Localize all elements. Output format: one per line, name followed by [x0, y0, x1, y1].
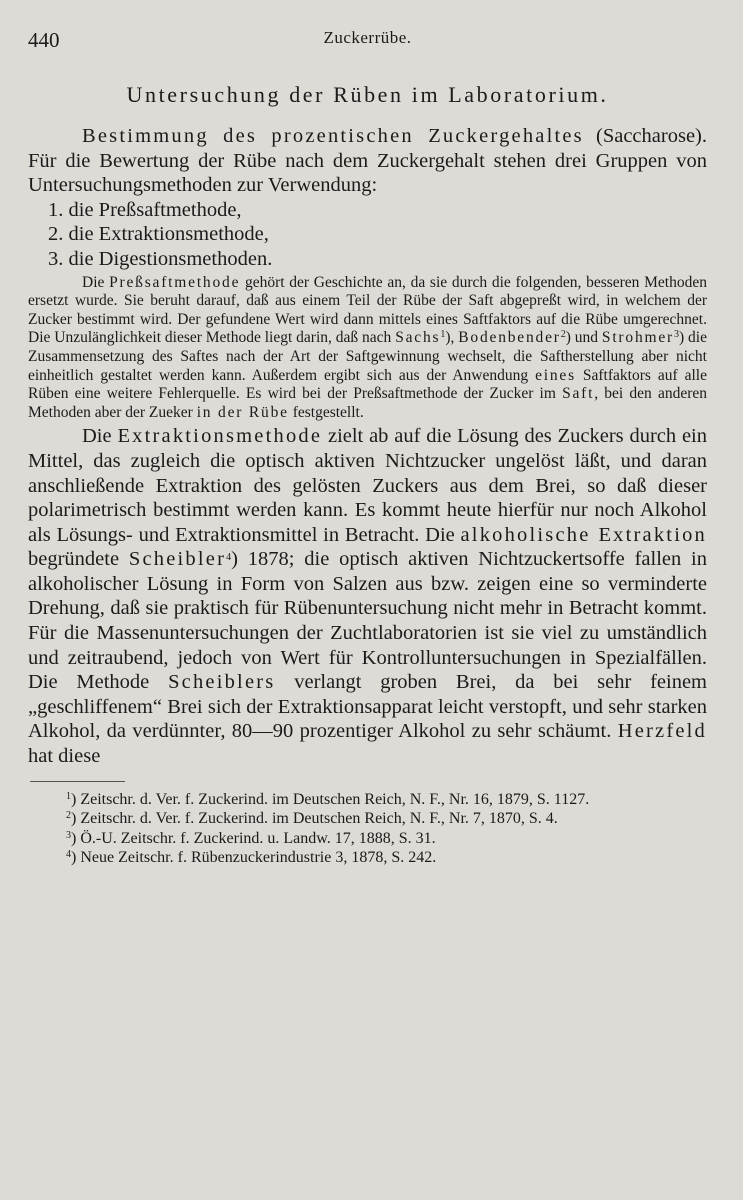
method-list — [28, 198, 707, 272]
page-header — [28, 28, 707, 58]
author-herzfeld: Herzfeld — [617, 720, 707, 743]
footnote-item: $^2$) Zeitschr. d. Ver. f. Zuckerind. im Deutschen Reich, N. F., Nr. 7, 1870, S. 4. — [66, 810, 558, 828]
footnote-ref: 4 — [226, 552, 232, 564]
page-number: 440 — [28, 28, 60, 52]
footnote-ref: 2 — [560, 329, 566, 341]
footnote-item: $^4$) Neue Zeitschr. f. Rübenzuckerindustrie 3, 1878, S. 242. — [66, 849, 437, 867]
footnotes — [28, 790, 707, 868]
footnote-ref: 3 — [674, 329, 679, 341]
footnote-ref: 1 — [440, 329, 446, 341]
running-head: Zuckerrübe. — [323, 28, 412, 47]
author-strohmer: Strohmer — [601, 329, 674, 347]
emph-saft: Saft — [562, 385, 595, 403]
intro-text: (Saccharose). Für die Bewertung der Rübe nach dem Zuckergehalt stehen drei Gruppen von Untersuchungsmethoden zur Verwendung: — [28, 125, 707, 197]
footnote-item: $^1$) Zeitschr. d. Ver. f. Zuckerind. im Deutschen Reich, N. F., Nr. 16, 1879, S. 1127. — [66, 790, 590, 808]
author-sachs: Sachs — [395, 329, 441, 347]
term-pressaftmethode: Preßsaftmethode — [109, 273, 241, 291]
author-bodenbender: Bodenbender — [458, 329, 561, 347]
author-scheibler: Scheibler — [128, 548, 227, 571]
extraktion-paragraph: Die Extraktionsmethode zielt ab auf die Lösung des Zuckers durch ein Mittel, das zugleich die optisch aktiven Nichtzucker ungelöst läßt, und daran anschließende Extraktion des gelösten Zuckers aus dem Brei, so daß dieser polarimetrisch bestimmt werden kann. Es kommt heute hierfür nur noch Alkohol als Lösungs- und Extraktionsmittel in Betracht. Die alkoholische Extraktion begründete Scheibler$^4$) 1878; die optisch aktiven Nichtzuckertsoffe fallen in alkoholischer Lösung in Form von Salzen aus bzw. zeigen eine so verminderte Drehung, daß sie praktisch für Rübenuntersuchung nicht mehr in Betracht kommt. Für die Massenuntersuchungen der Zuchtlaboratorien ist sie viel zu umständlich und zeitraubend, jedoch von Wert für Kontrolluntersuchungen in Spezialfällen. Die Methode Scheiblers verlangt groben Brei, da bei sehr feinem „geschliffenem“ Brei sich der Extraktionsapparat leicht verstopft, und sehr starken Alkohol, da verdünnter, 80—90 prozentiger Alkohol zu sehr schäumt. Herzfeld hat diese — [28, 425, 707, 768]
term-alkoholische-extraktion: alkoholische Extraktion — [460, 523, 707, 546]
author-scheiblers: Scheiblers — [168, 671, 276, 694]
method-item: 3. die Digestionsmethoden. — [48, 247, 273, 270]
footnote-divider — [30, 781, 125, 782]
pressaft-paragraph: Die Preßsaftmethode gehört der Geschichte an, da sie durch die folgenden, besseren Methoden ersetzt wurde. Sie beruht darauf, daß aus einem Teil der Rübe der Saft abgepreßt wird, in welchem der Zucker bestimmt wird. Der gefundene Wert wird dann mittels eines Saftfaktors auf die Rübe umgerechnet. Die Unzulänglichkeit dieser Methode liegt darin, daß nach Sachs$^1$), Bodenbender$^2$) und Strohmer$^3$) die Zusammensetzung des Saftes nach der Art der Saftgewinnung wechselt, die Saftherstellung aber nicht einheitlich gestaltet werden kann. Außerdem ergibt sich aus der Anwendung eines Saftfaktors auf alle Rüben eine weitere Fehlerquelle. Es wird bei der Preßsaftmethode der Zucker im Saft, bei den anderen Methoden aber der Zueker in der Rübe festgestellt. — [28, 273, 707, 421]
emph-eines: eines — [535, 366, 576, 384]
method-item: 1. die Preßsaftmethode, — [48, 198, 242, 221]
method-item: 2. die Extraktionsmethode, — [48, 223, 269, 246]
emph-in-der-ruebe: in der Rübe — [196, 403, 289, 421]
term-extraktionsmethode: Extraktionsmethode — [117, 425, 323, 448]
footnote-item: $^3$) Ö.-U. Zeitschr. f. Zuckerind. u. Landw. 17, 1888, S. 31. — [66, 829, 436, 847]
intro-paragraph — [28, 124, 707, 198]
section-title: Untersuchung der Rüben im Laboratorium. — [126, 82, 609, 107]
intro-lead-spaced: Bestimmung des prozentischen Zuckergehaltes — [82, 125, 584, 147]
